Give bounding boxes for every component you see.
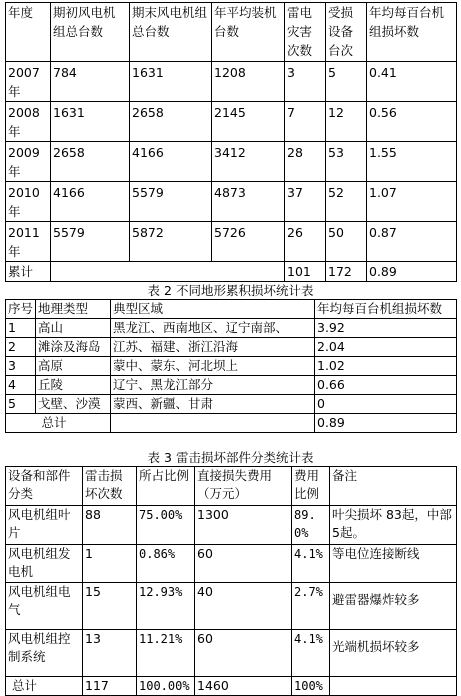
table-cell: 3: [6, 357, 36, 376]
table-row: [6, 102, 457, 142]
table-cell: 5872: [130, 222, 212, 262]
table-cell: 风电机组叶片: [6, 506, 83, 545]
table-cell: 4166: [130, 142, 212, 182]
table-cell: 2011年: [6, 222, 51, 262]
table-cell: 7: [285, 102, 326, 142]
table-cell: 高山: [36, 319, 111, 338]
table-cell: 172: [326, 262, 367, 282]
table-cell: 0.41: [367, 62, 457, 102]
table-cell: 2.04: [315, 338, 457, 357]
table-cell: 2008年: [6, 102, 51, 142]
table-cell: [111, 414, 315, 433]
table-cell: 50: [326, 222, 367, 262]
table-cell: 5579: [130, 182, 212, 222]
component-damage-table: [5, 466, 457, 696]
table-cell: 2010年: [6, 182, 51, 222]
table-row: [6, 583, 457, 630]
table-cell: 60: [195, 545, 292, 583]
table-cell: 12: [326, 102, 367, 142]
table-cell: 高原: [36, 357, 111, 376]
table-cell: 0: [315, 395, 457, 414]
table-cell: 避雷器爆炸较多: [330, 583, 457, 630]
table-row: [6, 222, 457, 262]
total-label: 累计: [6, 262, 51, 282]
header-cell: 年均每百台机组损坏数: [315, 300, 457, 319]
table-cell: 4166: [51, 182, 130, 222]
table-cell: [51, 262, 130, 282]
table-row: [6, 142, 457, 182]
table-cell: 4873: [212, 182, 285, 222]
table-cell: 1.55: [367, 142, 457, 182]
table-cell: 1208: [212, 62, 285, 102]
table-cell: 1631: [130, 62, 212, 102]
header-cell: 典型区域: [111, 300, 315, 319]
header-cell: 期初风电机组总台数: [51, 3, 130, 62]
table-cell: 丘陵: [36, 376, 111, 395]
table-cell: 辽宁、黑龙江部分: [111, 376, 315, 395]
table-header-row: [6, 300, 457, 319]
table-row: [6, 182, 457, 222]
table-cell: 52: [326, 182, 367, 222]
table-row: [6, 395, 457, 414]
table-cell: 26: [285, 222, 326, 262]
table-cell: 100%: [292, 677, 330, 696]
table-cell: 2658: [130, 102, 212, 142]
header-cell: 费用比例: [292, 467, 330, 506]
table-cell: 75.00%: [137, 506, 195, 545]
table-row: [6, 319, 457, 338]
table-cell: 3: [285, 62, 326, 102]
table-cell: 0.89: [315, 414, 457, 433]
header-cell: 年度: [6, 3, 51, 62]
table-cell: [130, 262, 212, 282]
header-cell: 雷电灾害次数: [285, 3, 326, 62]
table-cell: 滩涂及海岛: [36, 338, 111, 357]
table-cell: 江苏、福建、浙江沿海: [111, 338, 315, 357]
table-cell: 37: [285, 182, 326, 222]
table-cell: 4: [6, 376, 36, 395]
table-cell: 53: [326, 142, 367, 182]
header-cell: 期末风电机组总台数: [130, 3, 212, 62]
table-cell: 60: [195, 630, 292, 677]
table-cell: 117: [83, 677, 137, 696]
table-cell: 13: [83, 630, 137, 677]
table-cell: 11.21%: [137, 630, 195, 677]
table-cell: 3.92: [315, 319, 457, 338]
table-cell: 101: [285, 262, 326, 282]
table-cell: 1.02: [315, 357, 457, 376]
table-cell: 2009年: [6, 142, 51, 182]
table-cell: 1460: [195, 677, 292, 696]
table3-caption: 表 3 雷击损坏部件分类统计表: [147, 450, 314, 465]
table-cell: 0.66: [315, 376, 457, 395]
table-cell: 风电机组发电机: [6, 545, 83, 583]
table-cell: 0.89: [367, 262, 457, 282]
table-cell: 2.7%: [292, 583, 330, 630]
header-cell: 设备和部件分类: [6, 467, 83, 506]
table-cell: 1: [6, 319, 36, 338]
table-cell: 叶尖损坏 83起，中部 5起。: [330, 506, 457, 545]
table-cell: 3412: [212, 142, 285, 182]
table-cell: 89.0%: [292, 506, 330, 545]
table-cell: 2: [6, 338, 36, 357]
header-cell: 年均每百台机组损坏数: [367, 3, 457, 62]
table-row: [6, 357, 457, 376]
table-cell: 等电位连接断线: [330, 545, 457, 583]
table-cell: 风电机组电气: [6, 583, 83, 630]
header-cell: 直接损失费用（万元）: [195, 467, 292, 506]
table-cell: 5726: [212, 222, 285, 262]
table-cell: 5579: [51, 222, 130, 262]
table-cell: 0.86%: [137, 545, 195, 583]
lightning-yearly-table: [5, 2, 457, 282]
table-cell: 2007年: [6, 62, 51, 102]
table-cell: 1.07: [367, 182, 457, 222]
table-row: [6, 62, 457, 102]
total-label: 总计: [6, 677, 83, 696]
table-row: [6, 338, 457, 357]
table-cell: 5: [6, 395, 36, 414]
table-cell: 28: [285, 142, 326, 182]
header-cell: 序号: [6, 300, 36, 319]
table-cell: 5: [326, 62, 367, 102]
table-row: [6, 545, 457, 583]
header-cell: 所占比例: [137, 467, 195, 506]
table-cell: 1: [83, 545, 137, 583]
table-cell: 100.00%: [137, 677, 195, 696]
table-cell: 2658: [51, 142, 130, 182]
table-cell: 风电机组控制系统: [6, 630, 83, 677]
header-cell: 受损设备台次: [326, 3, 367, 62]
table-cell: 0.87: [367, 222, 457, 262]
table-cell: 784: [51, 62, 130, 102]
table-row: [6, 376, 457, 395]
table-cell: 蒙中、蒙东、河北坝上: [111, 357, 315, 376]
total-label: 总计: [36, 414, 111, 433]
header-cell: 雷击损坏次数: [83, 467, 137, 506]
table-cell: 12.93%: [137, 583, 195, 630]
table-cell: 黑龙江、西南地区、辽宁南部、: [111, 319, 315, 338]
table2-caption: 表 2 不同地形累积损坏统计表: [147, 283, 314, 298]
table-cell: 2145: [212, 102, 285, 142]
table-cell: 0.56: [367, 102, 457, 142]
table-cell: 40: [195, 583, 292, 630]
table-cell: 1631: [51, 102, 130, 142]
table-cell: [212, 262, 285, 282]
table-cell: 88: [83, 506, 137, 545]
table-header-row: [6, 467, 457, 506]
table-cell: [6, 414, 36, 433]
table-cell: 1300: [195, 506, 292, 545]
table-cell: 4.1%: [292, 545, 330, 583]
total-row: [6, 414, 457, 433]
header-cell: 年平均装机台数: [212, 3, 285, 62]
table-cell: 蒙西、新疆、甘肃: [111, 395, 315, 414]
table-header-row: [6, 3, 457, 62]
total-row: [6, 262, 457, 282]
table-cell: 戈壁、沙漠: [36, 395, 111, 414]
table-row: [6, 506, 457, 545]
table-cell: 光端机损坏较多: [330, 630, 457, 677]
header-cell: 地理类型: [36, 300, 111, 319]
table-cell: 15: [83, 583, 137, 630]
terrain-damage-table: [5, 299, 457, 433]
header-cell: 备注: [330, 467, 457, 506]
table-row: [6, 630, 457, 677]
table-cell: 4.1%: [292, 630, 330, 677]
